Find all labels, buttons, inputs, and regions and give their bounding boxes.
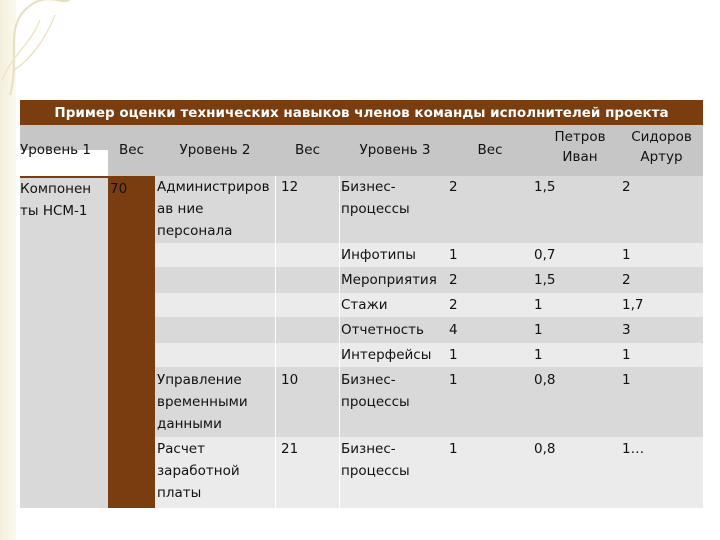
header-person-sidorov: Сидоров Артур xyxy=(631,129,692,165)
row-petrov: 0,8 xyxy=(534,441,556,457)
header-weight2: Вес xyxy=(295,142,320,158)
row-weight3: 1 xyxy=(449,247,458,263)
row-sidorov: 3 xyxy=(622,322,631,338)
level1-weight: 70 xyxy=(110,181,128,197)
row-weight3: 1 xyxy=(449,372,458,388)
row-weight2: 12 xyxy=(281,179,299,195)
row-petrov: 1 xyxy=(534,322,543,338)
row-petrov: 1 xyxy=(534,347,543,363)
row-sidorov: 1,7 xyxy=(622,297,644,313)
row-sidorov: 1 xyxy=(622,247,631,263)
row-sidorov: 1 xyxy=(622,347,631,363)
row-weight3: 4 xyxy=(449,322,458,338)
header-row xyxy=(20,125,703,176)
header-level2: Уровень 2 xyxy=(179,142,251,158)
table-row xyxy=(155,176,703,242)
table-title: Пример оценки технических навыков членов команды исполнителей проекта xyxy=(20,100,703,125)
row-weight2: 21 xyxy=(281,441,299,457)
row-level3: Инфотипы xyxy=(341,247,416,263)
level1-name: Компонен ты НСМ-1 xyxy=(20,178,108,508)
row-level3: Бизнес- процессы xyxy=(341,372,410,410)
header-person-petrov: Петров Иван xyxy=(554,129,606,165)
table-row xyxy=(155,318,703,342)
table-row xyxy=(155,437,703,508)
row-weight3: 2 xyxy=(449,297,458,313)
header-level1: Уровень 1 xyxy=(20,142,91,158)
row-petrov: 1 xyxy=(534,297,543,313)
row-weight3: 1 xyxy=(449,441,458,457)
column-divider xyxy=(275,176,276,508)
row-level3: Мероприятия xyxy=(341,272,437,288)
table-row xyxy=(155,343,703,367)
row-level2: Управление временными данными xyxy=(157,372,248,432)
table-row xyxy=(155,243,703,267)
row-weight3: 2 xyxy=(449,272,458,288)
row-petrov: 0,8 xyxy=(534,372,556,388)
row-level3: Бизнес- процессы xyxy=(341,179,410,217)
header-weight3: Вес xyxy=(477,142,503,158)
row-sidorov: 1… xyxy=(622,441,645,457)
row-level2: Администриров ав ние персонала xyxy=(157,179,270,239)
row-sidorov: 1 xyxy=(622,372,631,388)
row-level2: Расчет заработной платы xyxy=(157,441,240,501)
row-petrov: 0,7 xyxy=(534,247,556,263)
row-weight2: 10 xyxy=(281,372,299,388)
level1-column xyxy=(20,176,155,508)
skills-assessment-table xyxy=(20,100,703,508)
row-weight3: 1 xyxy=(449,347,458,363)
header-level3: Уровень 3 xyxy=(359,142,431,158)
row-weight3: 2 xyxy=(449,179,458,195)
table-row xyxy=(155,368,703,436)
table-body xyxy=(155,176,703,508)
row-sidorov: 2 xyxy=(622,272,631,288)
row-level3: Отчетность xyxy=(341,322,424,338)
row-level3: Стажи xyxy=(341,297,388,313)
row-petrov: 1,5 xyxy=(534,179,556,195)
row-level3: Бизнес- процессы xyxy=(341,441,410,479)
table-row xyxy=(155,268,703,292)
row-sidorov: 2 xyxy=(622,179,631,195)
header-weight1: Вес xyxy=(119,142,144,158)
row-petrov: 1,5 xyxy=(534,272,556,288)
table-row xyxy=(155,293,703,317)
column-divider xyxy=(339,176,340,508)
row-level3: Интерфейсы xyxy=(341,347,432,363)
decorative-swirl-ornament xyxy=(0,0,80,100)
